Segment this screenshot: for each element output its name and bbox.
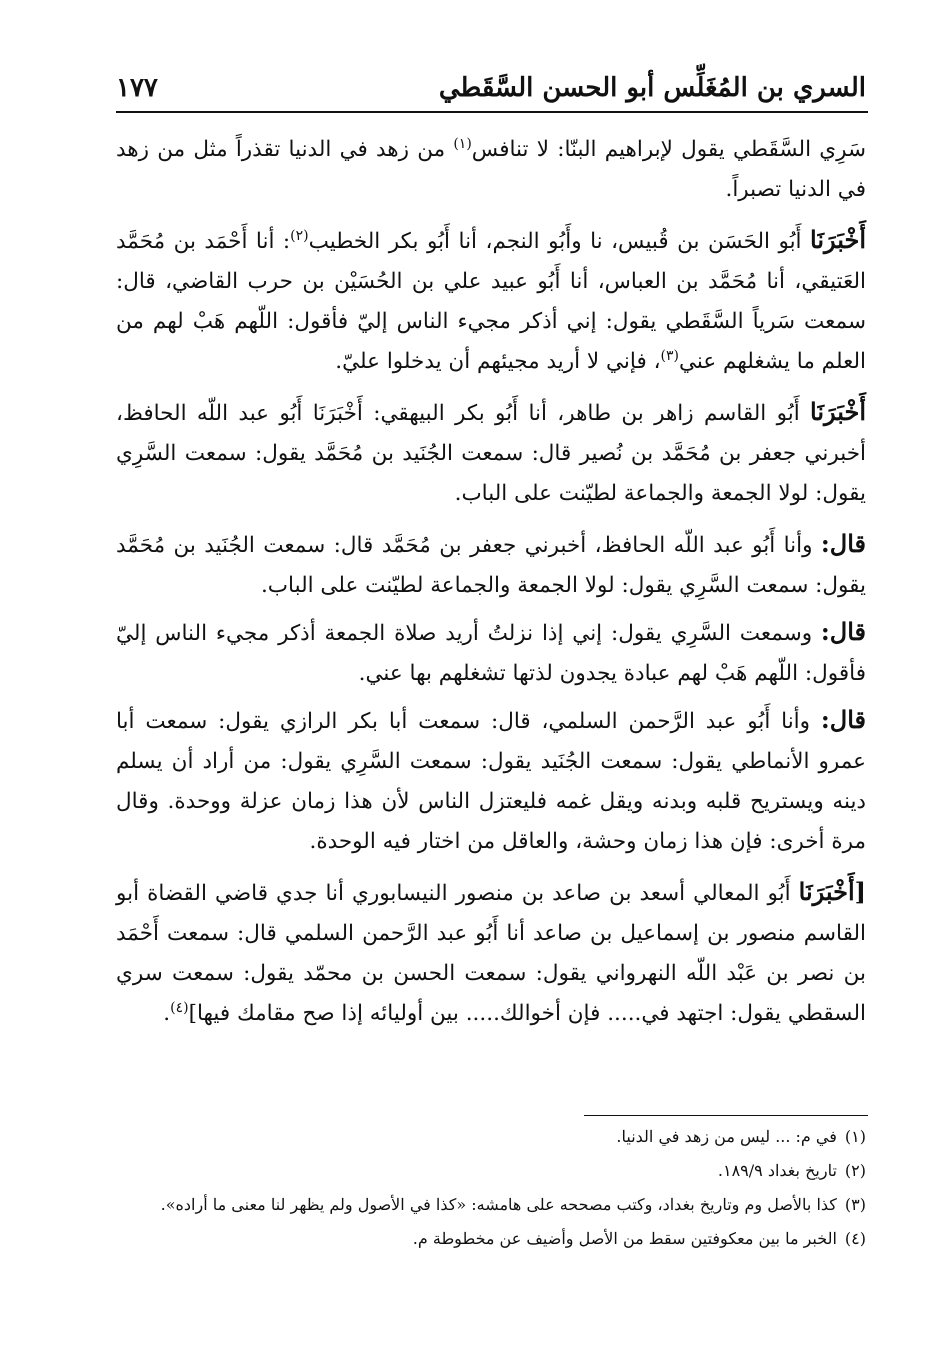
footnote-text: في م: ... ليس من زهد في الدنيا. — [616, 1127, 837, 1146]
paragraph-text-end: ، فإني لا أريد مجيئهم أن يدخلوا عليّ. — [335, 349, 661, 374]
paragraph-text: وأنا أَبُو عبد الرَّحمن السلمي، قال: سمعت أبا بكر الرازي يقول: سمعت أبا عمرو الأنماطي يقول: سمعت الجُنَيد يقول: سمعت السَّرِي يقول: من أراد أن يسلم دينه ويستريح قلبه وبدنه ويقل غمه فليعتزل الناس لأن هذا زمان عزلة ووحدة. وقال مرة أخرى: فإن هذا زمان وحشة، والعاقل من اختار فيه الوحدة. — [116, 709, 866, 854]
footnote-2 — [116, 1156, 866, 1186]
footnote-text: تاريخ بغداد ١٨٩/٩. — [717, 1161, 837, 1180]
paragraph-lead: أَخْبَرَنَا — [810, 225, 866, 254]
page-header — [116, 66, 866, 110]
paragraph-text: أَبُو القاسم زاهر بن طاهر، أنا أَبُو بكر البيهقي: أَخْبَرَنَا أَبُو عبد اللّه الحافظ، أخبرني جعفر بن مُحَمَّد بن نُصير قال: سمعت الجُنَيد بن مُحَمَّد يقول: سمعت السَّرِي يقول: لولا الجمعة والجماعة لطيّنت على الباب. — [116, 401, 866, 506]
paragraph-lead: أَخْبَرَنَا — [810, 397, 866, 426]
paragraph-text: وسمعت السَّرِي يقول: إني إذا نزلتُ أريد صلاة الجمعة أذكر مجيء الناس إليّ فأقول: اللّهم هَبْ لهم عبادة يجدون لذتها تشغلهم بها عني. — [116, 621, 866, 686]
paragraph-lead: قال: — [820, 705, 866, 734]
paragraph-6 — [116, 700, 866, 862]
paragraph-text-cont: : أنا أَحْمَد بن مُحَمَّد العَتيقي، أنا مُحَمَّد بن العباس، أنا أَبُو عبيد علي بن الحُسَيْن بن حرب القاضي، قال: سمعت سَرياً السَّقَطي يقول: إني أذكر مجيء الناس إليّ فأقول: اللّهم هَبْ لهم من العلم ما يشغلهم عني — [116, 229, 866, 374]
footnote-number: (٣) — [844, 1195, 866, 1214]
footnotes-rule — [584, 1115, 868, 1116]
paragraph-text: أَبُو المعالي أسعد بن صاعد بن منصور النيسابوري أنا جدي قاضي القضاة أبو القاسم منصور بن إسماعيل بن صاعد أنا أَبُو عبد الرَّحمن السلمي قال: سمعت أَحْمَد بن نصر بن عَبْد اللّه النهرواني يقول: سمعت الحسن بن محمّد يقول: سمعت سري السقطي يقول: اجتهد في..... فإن أخوالك..... بين أوليائه إذا صح مقامك فيها] — [116, 881, 866, 1026]
page-number: ١٧٧ — [116, 73, 158, 103]
paragraph-5 — [116, 612, 866, 694]
footnote-1 — [116, 1122, 866, 1152]
footnote-text: كذا بالأصل وم وتاريخ بغداد، وكتب مصححه على هامشه: «كذا في الأصول ولم يظهر لنا معنى ما أراده». — [160, 1195, 837, 1214]
footnote-number: (١) — [844, 1127, 866, 1146]
paragraph-lead: قال: — [820, 617, 866, 646]
paragraph-text-cont: من زهد في الدنيا تقذراً مثل من زهد في الدنيا تصبراً. — [116, 137, 866, 202]
main-text — [116, 128, 866, 1044]
footnote-number: (٢) — [844, 1161, 866, 1180]
header-rule — [116, 111, 868, 113]
paragraph-2 — [116, 220, 866, 382]
paragraph-lead: [أَخْبَرَنَا — [798, 877, 866, 906]
paragraph-lead: قال: — [820, 529, 866, 558]
footnote-ref-2: (٢) — [290, 227, 309, 244]
footnote-ref-3: (٣) — [660, 347, 679, 364]
paragraph-1 — [116, 128, 866, 210]
footnote-4 — [116, 1224, 866, 1254]
paragraph-7 — [116, 872, 866, 1034]
running-title: السري بن المُغَلِّس أبو الحسن السَّقَطي — [438, 73, 866, 103]
footnotes — [116, 1122, 866, 1258]
paragraph-text: وأنا أَبُو عبد اللّه الحافظ، أخبرني جعفر بن مُحَمَّد قال: سمعت الجُنَيد بن مُحَمَّد يقول: سمعت السَّرِي يقول: لولا الجمعة والجماعة لطيّنت على الباب. — [116, 533, 866, 598]
footnote-ref-1: (١) — [453, 135, 472, 152]
paragraph-4 — [116, 524, 866, 606]
footnote-ref-4: (٤) — [170, 999, 189, 1016]
paragraph-text: سَرِي السَّقَطي يقول لإبراهيم البنّا: لا تنافس — [471, 137, 866, 162]
paragraph-text: أَبُو الحَسَن بن قُبيس، نا وأَبُو النجم، أنا أَبُو بكر الخطيب — [308, 229, 811, 254]
paragraph-text-cont: . — [163, 1001, 171, 1026]
footnote-number: (٤) — [844, 1229, 866, 1248]
footnote-text: الخبر ما بين معكوفتين سقط من الأصل وأضيف عن مخطوطة م. — [412, 1229, 837, 1248]
paragraph-3 — [116, 392, 866, 514]
footnote-3 — [116, 1190, 866, 1220]
